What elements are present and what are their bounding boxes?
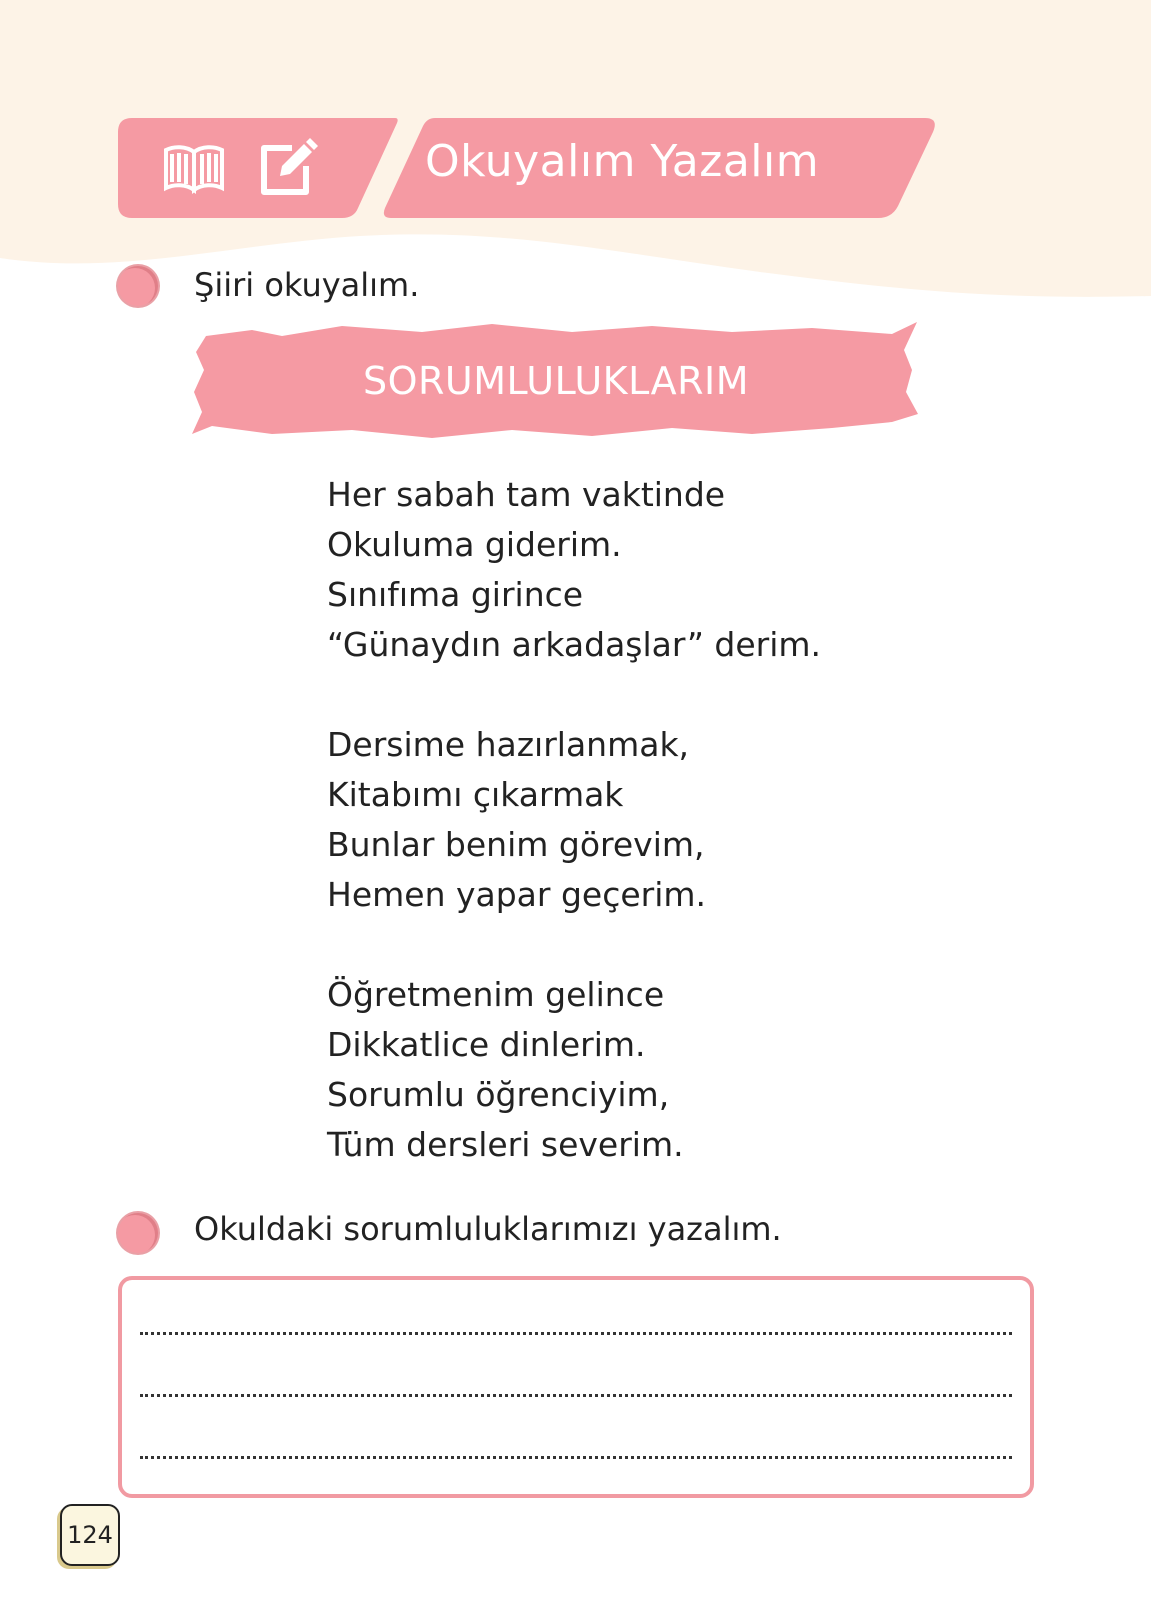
answer-line-1[interactable]	[140, 1332, 1012, 1335]
instruction-write-responsibilities: Okuldaki sorumluluklarımızı yazalım.	[194, 1210, 782, 1248]
poem-line: “Günaydın arkadaşlar” derim.	[327, 625, 822, 664]
poem-line: Her sabah tam vaktinde	[327, 475, 726, 514]
poem-stanza-2	[327, 720, 821, 920]
header-icon-block	[118, 118, 398, 218]
instruction-read-poem: Şiiri okuyalım.	[194, 266, 420, 304]
poem-title-banner	[192, 322, 920, 440]
poem-stanza-3	[327, 970, 821, 1170]
poem-line: Dikkatlice dinlerim.	[327, 1025, 646, 1064]
poem-line: Kitabımı çıkarmak	[327, 775, 624, 814]
poem-line: Sorumlu öğrenciyim,	[327, 1075, 670, 1114]
poem-stanza-1	[327, 470, 821, 670]
poem-line: Dersime hazırlanmak,	[327, 725, 690, 764]
answer-line-2[interactable]	[140, 1394, 1012, 1397]
open-book-icon	[162, 144, 226, 194]
poem-line: Bunlar benim görevim,	[327, 825, 705, 864]
poem-title: SORUMLULUKLARIM	[362, 359, 750, 403]
poem-line: Tüm dersleri severim.	[327, 1125, 684, 1164]
answer-line-3[interactable]	[140, 1456, 1012, 1459]
pencil-edit-icon	[258, 136, 318, 198]
instruction-bullet	[118, 1213, 158, 1253]
page-title: Okuyalım Yazalım	[425, 136, 820, 187]
header-title-block	[383, 118, 935, 218]
poem-body	[327, 470, 821, 1220]
page-number: 124	[60, 1504, 120, 1566]
poem-line: Sınıfıma girince	[327, 575, 584, 614]
poem-line: Okuluma giderim.	[327, 525, 622, 564]
instruction-bullet	[118, 266, 158, 306]
poem-line: Öğretmenim gelince	[327, 975, 665, 1014]
poem-line: Hemen yapar geçerim.	[327, 875, 707, 914]
answer-box[interactable]	[118, 1276, 1034, 1498]
